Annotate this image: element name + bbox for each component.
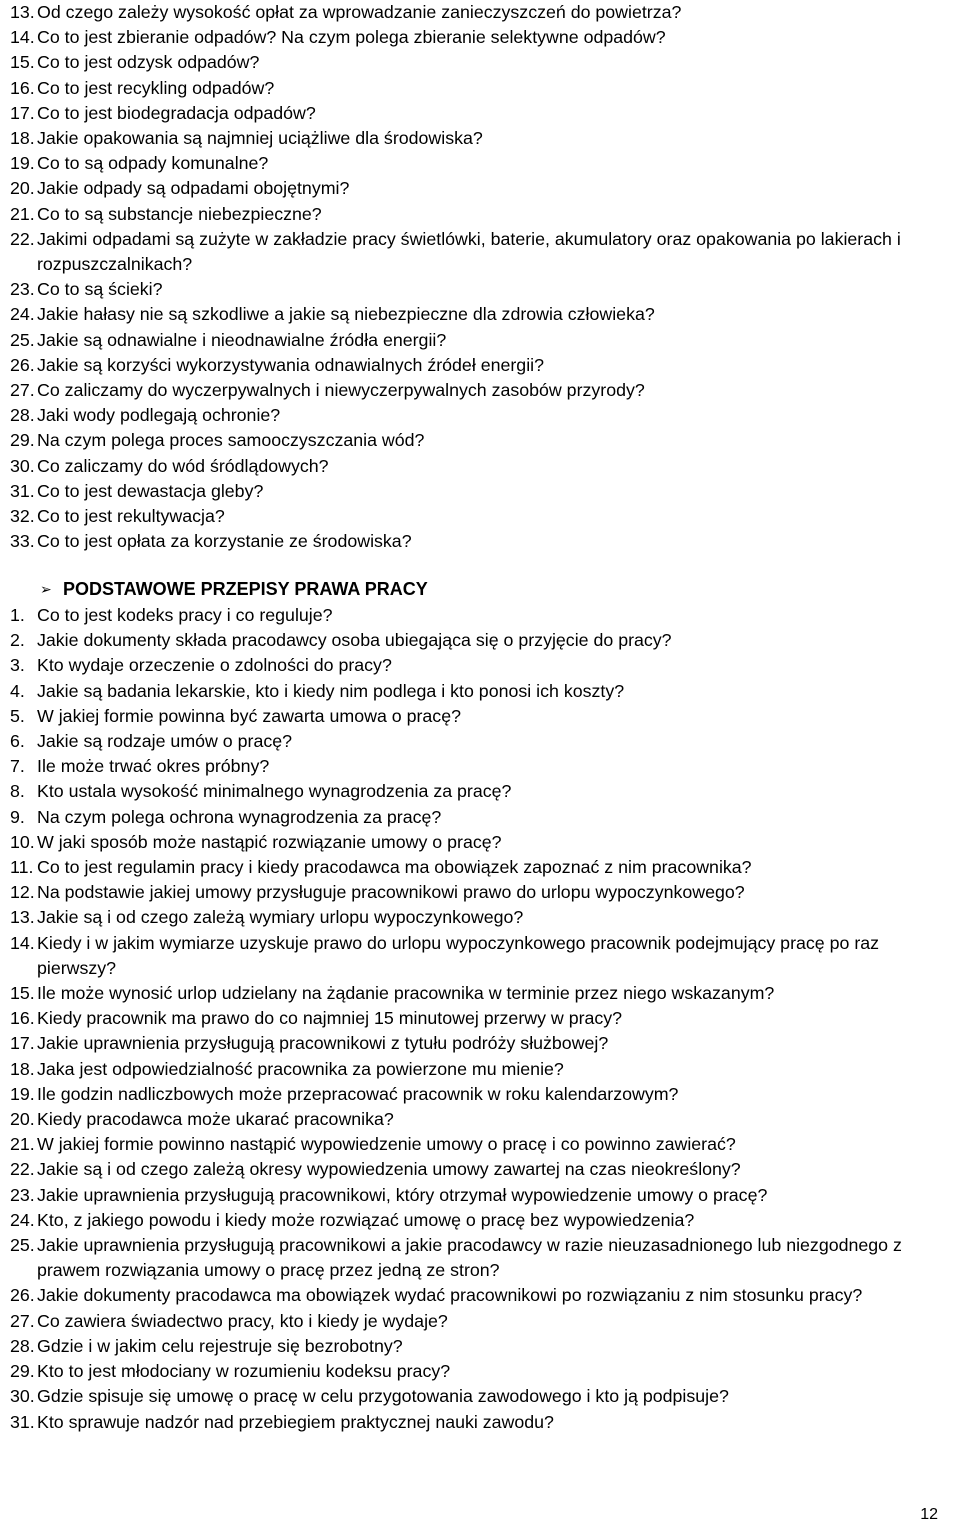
question-text: Jakie są odnawialne i nieodnawialne źródła energii? (37, 329, 447, 350)
question-text: Jakie są rodzaje umów o pracę? (37, 731, 292, 752)
question-number: 18. (10, 1058, 35, 1079)
question-number: 18. (10, 128, 35, 149)
question-item (10, 754, 937, 779)
question-text: Co to jest regulamin pracy i kiedy pracodawca ma obowiązek zapoznać z nim pracownika? (37, 857, 752, 878)
question-number: 14. (10, 932, 35, 953)
question-number: 30. (10, 455, 35, 476)
question-number: 28. (10, 1335, 35, 1356)
page-number: 12 (920, 1506, 938, 1523)
question-number: 20. (10, 178, 35, 199)
question-item (10, 529, 937, 554)
question-text: Co zawiera świadectwo pracy, kto i kiedy je wydaje? (37, 1310, 448, 1331)
question-number: 4. (10, 680, 25, 701)
question-text: Na podstawie jakiej umowy przysługuje pracownikowi prawo do urlopu wypoczynkowego? (37, 882, 745, 903)
question-number: 13. (10, 2, 35, 22)
question-item (10, 855, 937, 880)
question-number: 17. (10, 1033, 35, 1054)
question-number: 9. (10, 806, 25, 827)
question-item (10, 1031, 937, 1056)
question-text: Kto sprawuje nadzór nad przebiegiem praktycznej nauki zawodu? (37, 1411, 554, 1432)
question-number: 11. (10, 857, 34, 878)
question-text: Jakie są korzyści wykorzystywania odnawialnych źródeł energii? (37, 354, 544, 375)
question-item (10, 1157, 937, 1182)
question-text: Co to jest biodegradacja odpadów? (37, 102, 316, 123)
question-text: Co to jest zbieranie odpadów? Na czym polega zbieranie selektywne odpadów? (37, 27, 666, 48)
question-text: Jakimi odpadami są zużyte w zakładzie pracy świetlówki, baterie, akumulatory oraz opakowania po lakierach i rozpuszczalnikach? (37, 228, 901, 275)
question-item (10, 981, 937, 1006)
question-number: 19. (10, 1083, 35, 1104)
question-item (10, 479, 937, 504)
question-item (10, 1410, 937, 1435)
questions-list-environment (10, 0, 937, 554)
question-number: 29. (10, 430, 35, 451)
question-text: Jakie uprawnienia przysługują pracownikowi, który otrzymał wypowiedzenie umowy o pracę? (37, 1184, 768, 1205)
section-heading-text: PODSTAWOWE PRZEPISY PRAWA PRACY (63, 579, 428, 599)
question-text: Co zaliczamy do wyczerpywalnych i niewyczerpywalnych zasobów przyrody? (37, 380, 645, 401)
question-text: Jakie uprawnienia przysługują pracownikowi a jakie pracodawcy w razie nieuzasadnionego lub niezgodnego z prawem rozwiązania umowy o pracę przez jedną ze stron? (37, 1235, 902, 1281)
question-text: Co to jest odzysk odpadów? (37, 52, 260, 73)
question-item (10, 0, 937, 25)
question-text: Jaka jest odpowiedzialność pracownika za powierzone mu mienie? (37, 1058, 564, 1079)
question-item (10, 1183, 937, 1208)
question-text: Jakie opakowania są najmniej uciążliwe dla środowiska? (37, 128, 483, 149)
question-item (10, 679, 937, 704)
question-number: 6. (10, 731, 25, 752)
question-text: Jakie są badania lekarskie, kto i kiedy nim podlega i kto ponosi ich koszty? (37, 680, 625, 701)
question-number: 32. (10, 506, 35, 527)
question-item (10, 805, 937, 830)
question-number: 23. (10, 1184, 35, 1205)
question-number: 5. (10, 705, 25, 726)
question-text: Co to jest kodeks pracy i co reguluje? (37, 605, 333, 625)
question-number: 13. (10, 907, 35, 928)
question-item (10, 328, 937, 353)
question-number: 26. (10, 1285, 35, 1306)
question-item (10, 653, 937, 678)
question-item (10, 302, 937, 327)
question-text: Od czego zależy wysokość opłat za wprowadzanie zanieczyszczeń do powietrza? (37, 2, 682, 22)
question-item (10, 905, 937, 930)
question-item (10, 880, 937, 905)
question-number: 28. (10, 405, 35, 426)
question-item (10, 126, 937, 151)
question-number: 14. (10, 27, 35, 48)
question-text: W jakiej formie powinno nastąpić wypowiedzenie umowy o pracę i co powinno zawierać? (37, 1134, 736, 1155)
question-item (10, 931, 937, 981)
question-text: Co zaliczamy do wód śródlądowych? (37, 455, 329, 476)
question-item (10, 1359, 937, 1384)
question-number: 16. (10, 1008, 35, 1029)
question-item (10, 76, 937, 101)
question-text: Jakie są i od czego zależą okresy wypowiedzenia umowy zawartej na czas nieokreślony? (37, 1159, 741, 1180)
question-text: Jakie uprawnienia przysługują pracownikowi z tytułu podróży służbowej? (37, 1033, 609, 1054)
question-number: 20. (10, 1109, 35, 1130)
question-number: 33. (10, 531, 35, 552)
question-text: Jakie dokumenty pracodawca ma obowiązek wydać pracownikowi po rozwiązaniu z nim stosunku pracy? (37, 1285, 863, 1306)
question-item (10, 1384, 937, 1409)
question-item (10, 202, 937, 227)
question-item (10, 25, 937, 50)
question-number: 24. (10, 304, 35, 325)
question-text: Kto to jest młodociany w rozumieniu kodeksu pracy? (37, 1361, 451, 1382)
question-item (10, 1283, 937, 1308)
question-text: Kiedy pracownik ma prawo do co najmniej 15 minutowej przerwy w pracy? (37, 1008, 623, 1029)
question-number: 25. (10, 1235, 35, 1256)
question-number: 25. (10, 329, 35, 350)
question-text: Na czym polega proces samooczyszczania wód? (37, 430, 425, 451)
question-item (10, 277, 937, 302)
question-text: Kto, z jakiego powodu i kiedy może rozwiązać umowę o pracę bez wypowiedzenia? (37, 1209, 695, 1230)
question-number: 15. (10, 983, 35, 1004)
question-item (10, 1107, 937, 1132)
question-text: Co to są odpady komunalne? (37, 153, 269, 174)
question-text: Kiedy i w jakim wymiarze uzyskuje prawo do urlopu wypoczynkowego pracownik podejmujący pracę po raz pierwszy? (37, 932, 880, 978)
question-number: 10. (10, 831, 35, 852)
section-heading (40, 577, 428, 602)
question-text: Jakie hałasy nie są szkodliwe a jakie są niebezpieczne dla zdrowia człowieka? (37, 304, 655, 325)
question-number: 31. (10, 480, 35, 501)
question-number: 27. (10, 1310, 35, 1331)
question-number: 2. (10, 630, 25, 651)
question-number: 30. (10, 1386, 35, 1407)
question-number: 21. (10, 1134, 35, 1155)
question-text: Ile godzin nadliczbowych może przepracować pracownik w roku kalendarzowym? (37, 1083, 679, 1104)
question-item (10, 1082, 937, 1107)
question-text: Co to jest dewastacja gleby? (37, 480, 264, 501)
question-text: Ile może trwać okres próbny? (37, 756, 270, 777)
question-item (10, 830, 937, 855)
question-number: 7. (10, 756, 25, 777)
question-text: Kto wydaje orzeczenie o zdolności do pracy? (37, 655, 392, 676)
question-item (10, 603, 937, 628)
question-item (10, 227, 937, 277)
question-item (10, 628, 937, 653)
question-item (10, 428, 937, 453)
question-text: Co to jest rekultywacja? (37, 506, 225, 527)
question-item (10, 1208, 937, 1233)
question-number: 12. (10, 882, 35, 903)
question-number: 24. (10, 1209, 35, 1230)
question-number: 16. (10, 77, 35, 98)
question-item (10, 729, 937, 754)
question-number: 15. (10, 52, 35, 73)
question-text: Na czym polega ochrona wynagrodzenia za pracę? (37, 806, 442, 827)
question-item (10, 779, 937, 804)
question-text: Gdzie spisuje się umowę o pracę w celu przygotowania zawodowego i kto ją podpisuje? (37, 1386, 729, 1407)
question-item (10, 176, 937, 201)
question-number: 23. (10, 279, 35, 300)
question-text: Ile może wynosić urlop udzielany na żądanie pracownika w terminie przez niego wskazanym? (37, 983, 775, 1004)
question-text: Co to jest recykling odpadów? (37, 77, 275, 98)
question-text: Gdzie i w jakim celu rejestruje się bezrobotny? (37, 1335, 403, 1356)
question-item (10, 378, 937, 403)
question-text: Jaki wody podlegają ochronie? (37, 405, 281, 426)
question-item (10, 454, 937, 479)
question-text: Jakie dokumenty składa pracodawcy osoba ubiegająca się o przyjęcie do pracy? (37, 630, 672, 651)
question-item (10, 403, 937, 428)
question-item (10, 504, 937, 529)
question-item (10, 1233, 937, 1283)
question-text: W jaki sposób może nastąpić rozwiązanie umowy o pracę? (37, 831, 502, 852)
question-number: 29. (10, 1361, 35, 1382)
questions-list-labor-law (10, 603, 937, 1435)
question-number: 22. (10, 228, 35, 249)
question-item (10, 151, 937, 176)
question-text: Kto ustala wysokość minimalnego wynagrodzenia za pracę? (37, 781, 512, 802)
question-text: Co to jest opłata za korzystanie ze środowiska? (37, 531, 412, 552)
question-number: 1. (10, 605, 25, 625)
question-text: Jakie odpady są odpadami obojętnymi? (37, 178, 350, 199)
question-item (10, 101, 937, 126)
arrow-bullet-icon: ➢ (40, 581, 52, 597)
question-text: W jakiej formie powinna być zawarta umowa o pracę? (37, 705, 461, 726)
question-number: 8. (10, 781, 25, 802)
question-item (10, 50, 937, 75)
question-item (10, 704, 937, 729)
question-item (10, 1006, 937, 1031)
question-number: 22. (10, 1159, 35, 1180)
question-text: Co to są substancje niebezpieczne? (37, 203, 322, 224)
question-number: 26. (10, 354, 35, 375)
question-item (10, 1132, 937, 1157)
question-item (10, 1309, 937, 1334)
question-number: 27. (10, 380, 35, 401)
question-item (10, 353, 937, 378)
question-item (10, 1057, 937, 1082)
question-number: 31. (10, 1411, 35, 1432)
question-text: Co to są ścieki? (37, 279, 163, 300)
question-number: 3. (10, 655, 25, 676)
question-number: 21. (10, 203, 35, 224)
question-number: 19. (10, 153, 35, 174)
question-item (10, 1334, 937, 1359)
question-number: 17. (10, 102, 35, 123)
question-text: Jakie są i od czego zależą wymiary urlopu wypoczynkowego? (37, 907, 524, 928)
question-text: Kiedy pracodawca może ukarać pracownika? (37, 1109, 394, 1130)
